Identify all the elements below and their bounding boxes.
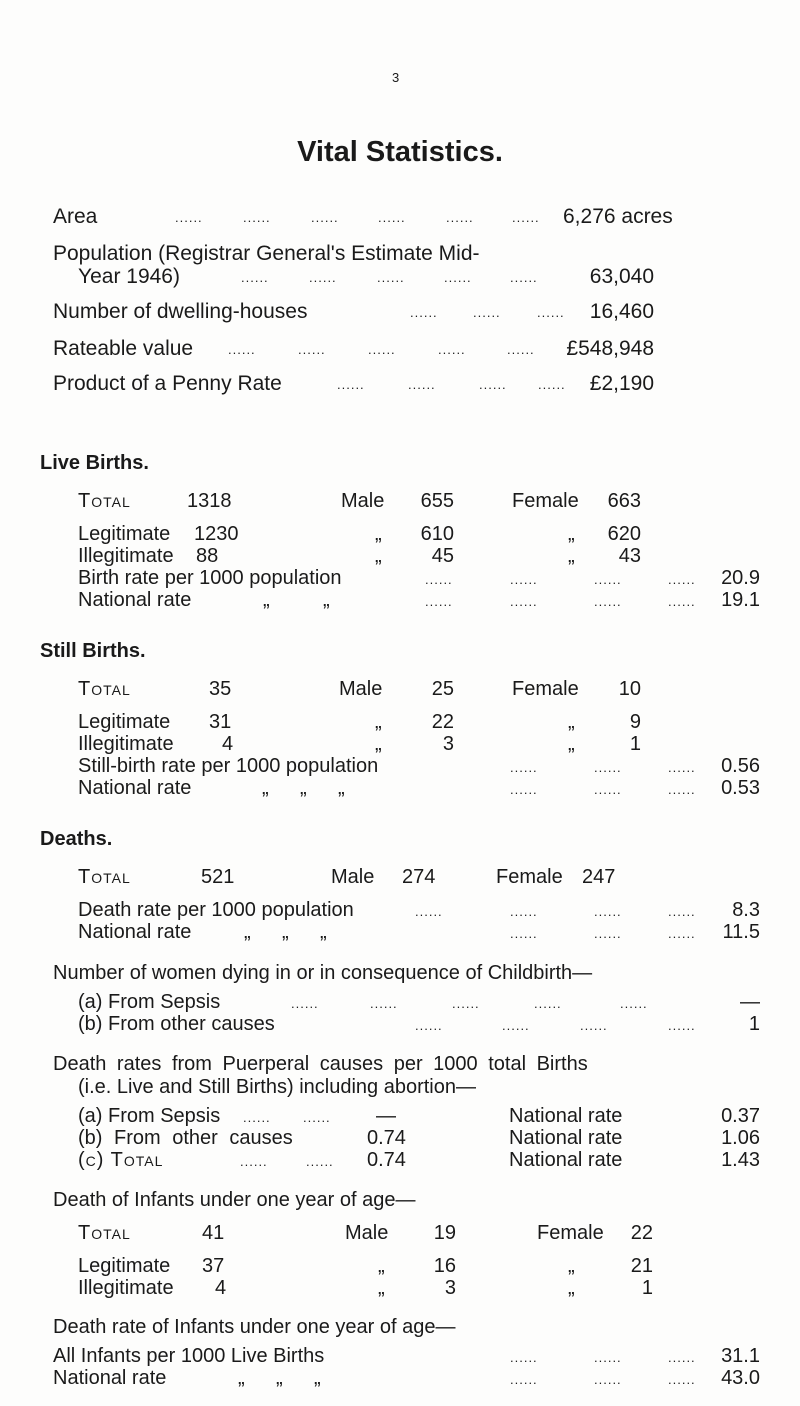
leader-dots: ......: [291, 996, 319, 1011]
female-label: Female: [537, 1222, 604, 1244]
ditto-mark: „: [568, 1277, 575, 1299]
leader-dots: ......: [668, 782, 696, 797]
birth-rate-value: 20.9: [721, 567, 760, 589]
puerperal-other-value: 0.74: [367, 1127, 406, 1149]
ditto-mark: „: [375, 545, 382, 567]
leader-dots: ......: [438, 342, 466, 357]
leader-dots: ......: [378, 210, 406, 225]
leader-dots: ......: [241, 270, 269, 285]
leader-dots: ......: [473, 305, 501, 320]
legitimate-label: Legitimate: [78, 523, 171, 545]
male-label: Male: [331, 866, 375, 888]
population-label-cont: Year 1946): [78, 265, 180, 288]
childbirth-other-value: 1: [748, 1013, 760, 1035]
illegitimate-label: Illegitimate: [78, 1277, 174, 1299]
infant-legit-female: 21: [630, 1255, 653, 1277]
national-rate-label: National rate: [509, 1127, 623, 1149]
leader-dots: ......: [510, 904, 538, 919]
leader-dots: ......: [594, 904, 622, 919]
leader-dots: ......: [452, 996, 480, 1011]
leader-dots: ......: [243, 210, 271, 225]
rateable-label: Rateable value: [53, 337, 194, 360]
puerperal-label: Death rates from Puerperal causes per 1000 total Births: [53, 1053, 588, 1075]
live-male: 655: [420, 490, 454, 512]
ditto-mark: „: [375, 523, 382, 545]
leader-dots: ......: [668, 594, 696, 609]
rateable-value: £548,948: [566, 337, 654, 360]
leader-dots: ......: [502, 1018, 530, 1033]
national-rate-value: 19.1: [721, 589, 760, 611]
all-infants-value: 31.1: [721, 1345, 760, 1367]
ditto-mark: „: [568, 545, 575, 567]
ditto-mark: „: [568, 523, 575, 545]
leader-dots: ......: [507, 342, 535, 357]
leader-dots: ......: [510, 1372, 538, 1387]
infant-rate-heading: Death rate of Infants under one year of age—: [53, 1316, 456, 1338]
leader-dots: ......: [594, 1372, 622, 1387]
live-illegit-female: 43: [618, 545, 641, 567]
childbirth-sepsis-label: (a) From Sepsis: [78, 991, 221, 1013]
ditto-mark: „: [375, 711, 382, 733]
deaths-male: 274: [402, 866, 436, 888]
ditto-mark: „: [244, 921, 251, 943]
death-rate-value: 8.3: [732, 899, 760, 921]
male-label: Male: [345, 1222, 389, 1244]
still-birth-rate-label: Still-birth rate per 1000 population: [78, 755, 379, 777]
infant-deaths-heading: Death of Infants under one year of age—: [53, 1189, 416, 1211]
puerperal-total-label: (c) Total: [78, 1149, 164, 1171]
illegitimate-label: Illegitimate: [78, 733, 174, 755]
still-illegit-male: 3: [442, 733, 454, 755]
birth-rate-label: Birth rate per 1000 population: [78, 567, 342, 589]
leader-dots: ......: [446, 210, 474, 225]
puerperal-sepsis-value: —: [376, 1105, 396, 1127]
total-label: Total: [78, 1222, 131, 1244]
national-rate-value: 43.0: [721, 1367, 760, 1389]
area-value: 6,276 acres: [563, 205, 673, 228]
leader-dots: ......: [410, 305, 438, 320]
leader-dots: ......: [510, 594, 538, 609]
deaths-heading: Deaths.: [40, 828, 113, 850]
total-label: Total: [78, 490, 131, 512]
leader-dots: ......: [175, 210, 203, 225]
ditto-mark: „: [375, 733, 382, 755]
total-label: Total: [78, 866, 131, 888]
penny-rate-label: Product of a Penny Rate: [53, 372, 282, 395]
ditto-mark: „: [282, 921, 289, 943]
leader-dots: ......: [668, 1372, 696, 1387]
infant-male: 19: [433, 1222, 456, 1244]
ditto-mark: „: [262, 777, 269, 799]
penny-rate-value: £2,190: [589, 372, 654, 395]
national-rate-label: National rate: [78, 777, 192, 799]
national-rate-label: National rate: [509, 1105, 623, 1127]
area-label: Area: [53, 205, 98, 228]
dwellings-label: Number of dwelling-houses: [53, 300, 308, 323]
ditto-mark: „: [568, 711, 575, 733]
infant-legit-male: 16: [433, 1255, 456, 1277]
puerperal-other-national: 1.06: [721, 1127, 760, 1149]
still-illegit: 4: [222, 733, 234, 755]
live-total: 1318: [187, 490, 232, 512]
total-label: Total: [78, 678, 131, 700]
female-label: Female: [496, 866, 563, 888]
leader-dots: ......: [580, 1018, 608, 1033]
leader-dots: ......: [306, 1154, 334, 1169]
still-total: 35: [209, 678, 232, 700]
infant-legit: 37: [202, 1255, 225, 1277]
leader-dots: ......: [444, 270, 472, 285]
leader-dots: ......: [594, 926, 622, 941]
ditto-mark: „: [378, 1255, 385, 1277]
live-legit: 1230: [194, 523, 239, 545]
leader-dots: ......: [309, 270, 337, 285]
still-legit-female: 9: [629, 711, 641, 733]
leader-dots: ......: [243, 1110, 271, 1125]
leader-dots: ......: [228, 342, 256, 357]
page-title: Vital Statistics.: [297, 136, 503, 168]
deaths-female: 247: [582, 866, 616, 888]
population-value: 63,040: [589, 265, 654, 288]
female-label: Female: [512, 678, 579, 700]
puerperal-total-national: 1.43: [721, 1149, 760, 1171]
leader-dots: ......: [425, 594, 453, 609]
ditto-mark: „: [568, 733, 575, 755]
leader-dots: ......: [370, 996, 398, 1011]
national-rate-label: National rate: [53, 1367, 167, 1389]
live-illegit-male: 45: [431, 545, 454, 567]
leader-dots: ......: [415, 1018, 443, 1033]
live-legit-male: 610: [420, 523, 454, 545]
ditto-mark: „: [323, 589, 330, 611]
still-female: 10: [618, 678, 641, 700]
leader-dots: ......: [594, 760, 622, 775]
dwellings-value: 16,460: [589, 300, 654, 323]
childbirth-deaths-label: Number of women dying in or in consequence of Childbirth—: [53, 962, 593, 984]
infant-illegit-female: 1: [641, 1277, 653, 1299]
still-births-heading: Still Births.: [40, 640, 146, 662]
leader-dots: ......: [510, 760, 538, 775]
live-illegit: 88: [196, 545, 219, 567]
infant-illegit: 4: [215, 1277, 227, 1299]
puerperal-sepsis-national: 0.37: [721, 1105, 760, 1127]
national-rate-label: National rate: [78, 921, 192, 943]
ditto-mark: „: [378, 1277, 385, 1299]
legitimate-label: Legitimate: [78, 1255, 171, 1277]
national-rate-label: National rate: [509, 1149, 623, 1171]
leader-dots: ......: [368, 342, 396, 357]
leader-dots: ......: [510, 926, 538, 941]
infant-female: 22: [630, 1222, 653, 1244]
leader-dots: ......: [408, 377, 436, 392]
leader-dots: ......: [240, 1154, 268, 1169]
still-birth-rate-value: 0.56: [721, 755, 760, 777]
female-label: Female: [512, 490, 579, 512]
leader-dots: ......: [594, 572, 622, 587]
leader-dots: ......: [510, 1350, 538, 1365]
puerperal-total-value: 0.74: [367, 1149, 406, 1171]
leader-dots: ......: [668, 572, 696, 587]
puerperal-sepsis-label: (a) From Sepsis: [78, 1105, 221, 1127]
leader-dots: ......: [510, 782, 538, 797]
childbirth-other-label: (b) From other causes: [78, 1013, 275, 1035]
live-legit-female: 620: [607, 523, 641, 545]
leader-dots: ......: [337, 377, 365, 392]
ditto-mark: „: [568, 1255, 575, 1277]
page-number: 3: [392, 70, 400, 85]
all-infants-label: All Infants per 1000 Live Births: [53, 1345, 325, 1367]
national-rate-value: 11.5: [722, 921, 760, 943]
ditto-mark: „: [263, 589, 270, 611]
population-label: Population (Registrar General's Estimate Mid-: [53, 242, 480, 265]
ditto-mark: „: [314, 1367, 321, 1389]
leader-dots: ......: [537, 305, 565, 320]
leader-dots: ......: [311, 210, 339, 225]
still-male: 25: [431, 678, 454, 700]
leader-dots: ......: [510, 572, 538, 587]
ditto-mark: „: [338, 777, 345, 799]
leader-dots: ......: [594, 1350, 622, 1365]
leader-dots: ......: [512, 210, 540, 225]
national-rate-label: National rate: [78, 589, 192, 611]
leader-dots: ......: [415, 904, 443, 919]
puerperal-other-label: (b) From other causes: [78, 1127, 293, 1149]
leader-dots: ......: [668, 1350, 696, 1365]
leader-dots: ......: [668, 760, 696, 775]
male-label: Male: [339, 678, 383, 700]
illegitimate-label: Illegitimate: [78, 545, 174, 567]
still-illegit-female: 1: [629, 733, 641, 755]
childbirth-sepsis-value: —: [740, 991, 760, 1013]
live-female: 663: [607, 490, 641, 512]
ditto-mark: „: [238, 1367, 245, 1389]
puerperal-label-cont: (i.e. Live and Still Births) including abortion—: [78, 1076, 476, 1098]
ditto-mark: „: [320, 921, 327, 943]
leader-dots: ......: [510, 270, 538, 285]
leader-dots: ......: [425, 572, 453, 587]
leader-dots: ......: [620, 996, 648, 1011]
leader-dots: ......: [303, 1110, 331, 1125]
leader-dots: ......: [377, 270, 405, 285]
leader-dots: ......: [594, 594, 622, 609]
leader-dots: ......: [668, 1018, 696, 1033]
leader-dots: ......: [668, 904, 696, 919]
infant-total: 41: [202, 1222, 225, 1244]
live-births-heading: Live Births.: [40, 452, 149, 474]
male-label: Male: [341, 490, 385, 512]
ditto-mark: „: [276, 1367, 283, 1389]
national-rate-value: 0.53: [721, 777, 760, 799]
still-legit-male: 22: [431, 711, 454, 733]
death-rate-label: Death rate per 1000 population: [78, 899, 354, 921]
leader-dots: ......: [298, 342, 326, 357]
leader-dots: ......: [538, 377, 566, 392]
infant-illegit-male: 3: [444, 1277, 456, 1299]
leader-dots: ......: [594, 782, 622, 797]
still-legit: 31: [209, 711, 232, 733]
leader-dots: ......: [668, 926, 696, 941]
leader-dots: ......: [534, 996, 562, 1011]
leader-dots: ......: [479, 377, 507, 392]
ditto-mark: „: [300, 777, 307, 799]
legitimate-label: Legitimate: [78, 711, 171, 733]
deaths-total: 521: [201, 866, 235, 888]
